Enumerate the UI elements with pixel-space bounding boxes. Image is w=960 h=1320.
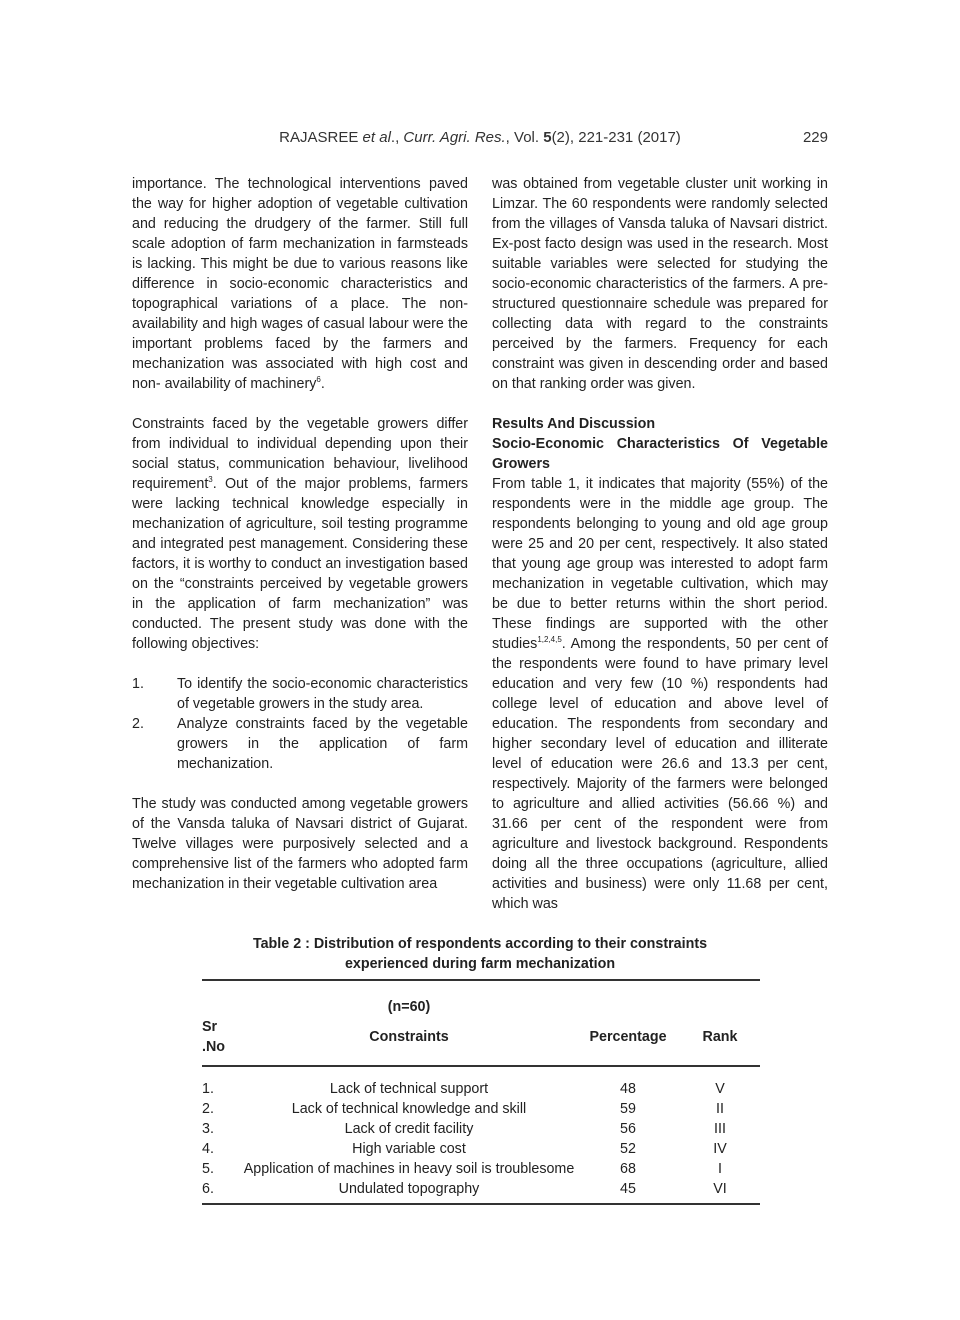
cell-percentage: 56 [620, 1121, 636, 1137]
page-number: 229 [802, 129, 828, 146]
cell-percentage: 59 [620, 1101, 636, 1117]
header-percentage: Percentage [576, 1017, 680, 1066]
running-header [132, 129, 828, 151]
issue-pages: (2), 221-231 (2017) [551, 129, 681, 146]
volume-number: 5 [543, 129, 552, 146]
paragraph: importance. The technological interventions paved the way for higher adoption of vegetable cultivation and reducing the drudgery of the farmer. Still full scale adoption of farm mechanization in farmsteads is lacking. This might be due to various reasons like difference in socio-economic characteristics and topographical variations of a place. The non-availability and high wages of casual labour were the important problems faced by the farmers and mechanization was associated with high cost and non- availability of machinery$^6$. [132, 176, 468, 392]
table-row [202, 1119, 760, 1139]
objectives-list [132, 674, 468, 774]
journal-name: Curr. Agri. Res. [403, 129, 506, 146]
paragraph: was obtained from vegetable cluster unit working in Limzar. The 60 respondents were randomly selected from the villages of Vansda taluka of Navsari district. Ex-post facto design was used in the research. Most suitable variables were selected for studying the socio-economic characteristics of the farmers. A pre- structured questionnaire schedule was prepared for collecting data with regard to the constraints perceived by the farmers. Frequency for each constraint was given in descending order and based on that ranking order was given. [492, 176, 828, 392]
sample-size-label: (n=60) [242, 980, 576, 1017]
list-number: 2. [132, 716, 144, 732]
cell-constraint: Lack of credit facility [344, 1121, 474, 1137]
left-column [132, 174, 468, 914]
cell-constraint: Lack of technical support [329, 1081, 489, 1097]
cell-sr-no: 2. [202, 1101, 214, 1117]
table-caption-line: Table 2 : Distribution of respondents according to their constraints [252, 936, 708, 952]
table-row [202, 1179, 760, 1204]
citation: RAJASREE et al., Curr. Agri. Res., Vol. 5(2), 221-231 (2017) [279, 129, 681, 146]
section-heading: Results And Discussion [492, 416, 656, 432]
paragraph-text: . Out of the major problems, farmers were lacking technical knowledge especially in mechanization of agriculture, soil testing programme and integrated pest management. Considering these factors, it is worthy to conduct an investigation based on the “constraints perceived by vegetable growers in the application of farm mechanization” was conducted. The present study was done with the following objectives: [132, 476, 468, 652]
paragraph-text: Constraints faced by the vegetable growers differ from individual to individual depending upon their social status, communication behaviour, livelihood requirement [132, 416, 468, 492]
cell-constraint: High variable cost [352, 1141, 466, 1157]
reference-superscript: 6 [316, 375, 321, 385]
paragraph-text: . Among the respondents, 50 per cent of the respondents were found to have primary level education and very few (10 %) respondents had college level of education and above level of education. The respondents from secondary and higher secondary level of education and illiterate level of education were 26.6 and 13.3 per cent, respectively. Majority of the farmers were belonged to agriculture and allied activities (56.66 %) and 31.66 per cent of the respondent were from agriculture and livestock background. Respondents doing all the three occupations (agriculture, allied activities and business) were only 11.68 per cent, which was [492, 636, 828, 912]
subsection-heading: Socio-Economic Characteristics Of Vegetable Growers [492, 436, 828, 472]
cell-rank: II [716, 1101, 724, 1117]
constraints-table [202, 979, 760, 1205]
cell-percentage: 68 [620, 1161, 636, 1177]
cell-rank: V [715, 1081, 725, 1097]
header-constraints: Constraints [242, 1017, 576, 1066]
list-item [132, 714, 468, 774]
cell-percentage: 52 [620, 1141, 636, 1157]
table-row [202, 1159, 760, 1179]
cell-sr-no: 3. [202, 1121, 214, 1137]
cell-rank: III [714, 1121, 726, 1137]
cell-percentage: 48 [620, 1081, 636, 1097]
table-row [202, 1099, 760, 1119]
paragraph [492, 474, 828, 914]
paragraph-text: From table 1, it indicates that majority (55%) of the respondents were in the middle age group. The respondents belonging to young and old age group were 25 and 20 per cent, respectively. It also stated that young age group was interested to adopt farm mechanization in vegetable cultivation, which may be due to better returns within the short period. These findings are supported with the other studies [492, 476, 828, 652]
table-caption-line: experienced during farm mechanization [344, 956, 616, 972]
paragraph-text: importance. The technological interventions paved the way for higher adoption of vegetable cultivation and reducing the drudgery of the farmer. Still full scale adoption of farm mechanization in farmsteads is lacking. This might be due to various reasons like difference in socio-economic characteristics and topographical variations of a place. The non-availability and high wages of casual labour were the important problems faced by the farmers and mechanization was associated with high cost and non- availability of machinery [132, 176, 468, 392]
list-text: To identify the socio-economic characteristics of vegetable growers in the study area. [177, 676, 468, 712]
list-number: 1. [132, 676, 144, 692]
authors: RAJASREE [279, 129, 359, 146]
table-row [202, 1066, 760, 1099]
reference-superscript: 3 [208, 475, 213, 485]
volume-label: Vol. [514, 129, 540, 146]
list-text: Analyze constraints faced by the vegetable growers in the application of farm mechanization. [177, 716, 468, 772]
reference-superscript: 1,2,4,5 [537, 635, 562, 645]
table-caption [200, 934, 760, 974]
table-row [202, 1139, 760, 1159]
cell-sr-no: 6. [202, 1179, 242, 1204]
cell-sr-no: 5. [202, 1161, 214, 1177]
cell-constraint: Lack of technical knowledge and skill [291, 1101, 527, 1117]
cell-rank: I [718, 1161, 722, 1177]
header-sr-no: Sr .No [202, 1017, 242, 1066]
cell-constraint: Application of machines in heavy soil is troublesome [243, 1161, 575, 1177]
list-item [132, 674, 468, 714]
et-al: et al [362, 129, 391, 146]
cell-constraint: Undulated topography [242, 1179, 576, 1204]
cell-sr-no: 1. [202, 1081, 214, 1097]
cell-rank: VI [680, 1179, 760, 1204]
paragraph [132, 414, 468, 654]
header-rank: Rank [680, 1017, 760, 1066]
paragraph: The study was conducted among vegetable growers of the Vansda taluka of Navsari district of Gujarat. Twelve villages were purposively selected and a comprehensive list of the farmers who adopted farm mechanization in their vegetable cultivation area [132, 796, 468, 892]
cell-sr-no: 4. [202, 1141, 214, 1157]
right-column [492, 174, 828, 934]
cell-percentage: 45 [576, 1179, 680, 1204]
cell-rank: IV [713, 1141, 727, 1157]
